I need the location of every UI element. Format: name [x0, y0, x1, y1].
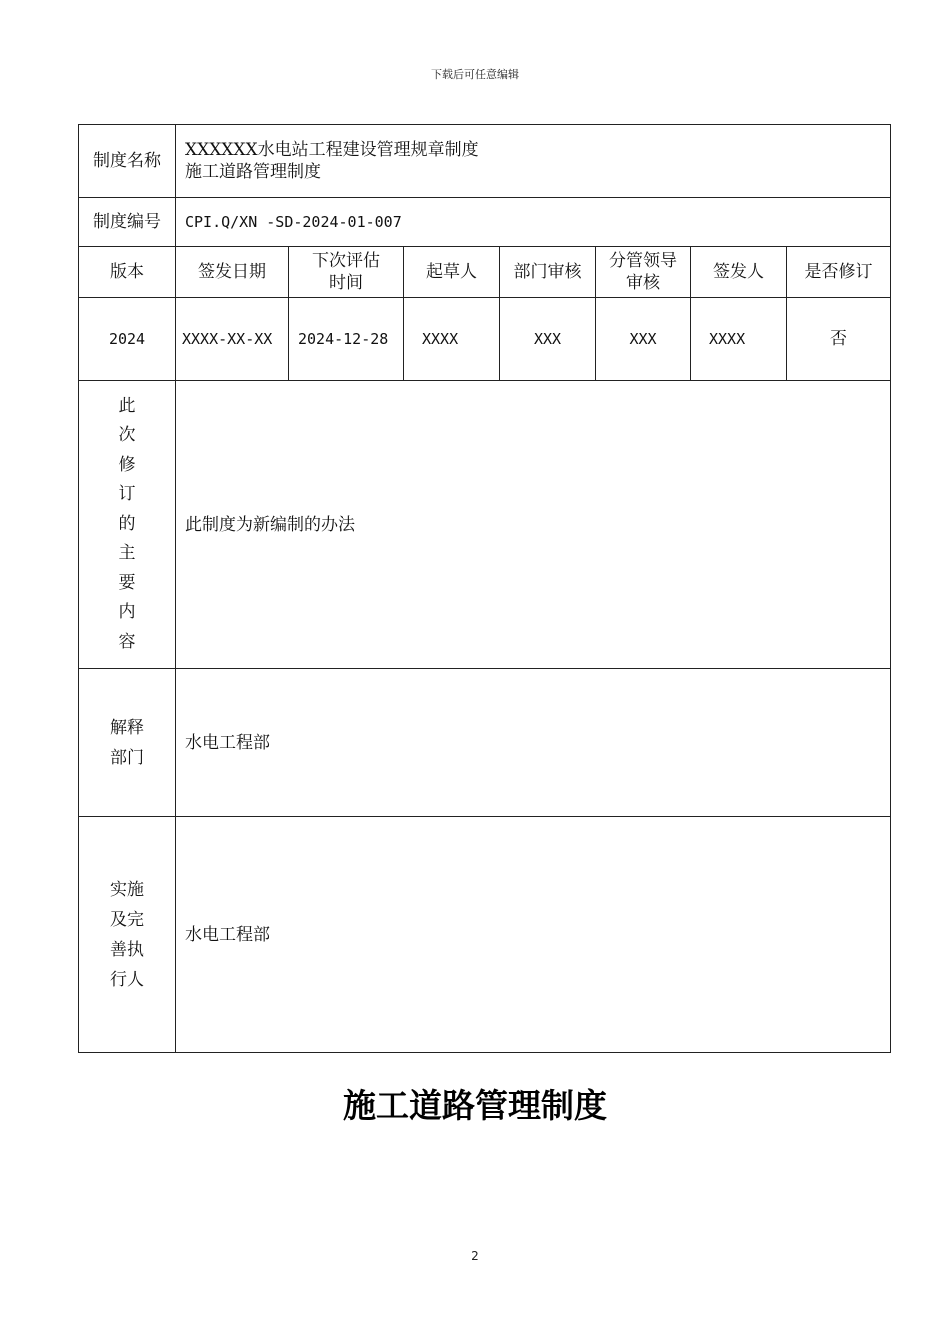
interpret-label — [79, 669, 176, 816]
revision-label-char: 订 — [118, 484, 136, 505]
header-note: 下载后可任意编辑 — [431, 68, 519, 81]
exec-value: 水电工程部 — [185, 924, 270, 945]
header-next-eval-line-1: 下次评估 — [312, 251, 380, 271]
row-regulation-code — [79, 198, 890, 247]
revision-label-char: 内 — [118, 602, 136, 623]
header-leader-review-line-2: 审核 — [626, 273, 660, 293]
revision-label-char: 主 — [118, 543, 136, 564]
header-leader-review — [596, 247, 691, 297]
interpret-label-line-1: 解释 — [110, 717, 144, 738]
revision-label-char: 修 — [118, 454, 136, 475]
value-signer: XXXX — [691, 298, 787, 380]
revision-label-char: 此 — [118, 395, 136, 416]
row-executor — [79, 817, 890, 1052]
header-drafter: 起草人 — [404, 247, 500, 297]
revision-content: 此制度为新编制的办法 — [185, 514, 355, 535]
code-value: CPI.Q/XN -SD-2024-01-007 — [185, 213, 402, 231]
value-leader-review: XXX — [596, 298, 691, 380]
revision-label-char: 的 — [118, 513, 136, 534]
value-issue-date: XXXX-XX-XX — [176, 298, 289, 380]
row-column-headers — [79, 247, 890, 298]
document-title: 施工道路管理制度 — [343, 1086, 607, 1125]
revision-label-char: 要 — [118, 572, 136, 593]
header-signer: 签发人 — [691, 247, 787, 297]
header-leader-review-line-1: 分管领导 — [609, 251, 677, 271]
row-interpretation-dept — [79, 669, 890, 817]
name-value-cell — [176, 125, 890, 197]
value-revised: 否 — [830, 329, 847, 349]
row-values — [79, 298, 890, 381]
name-line-1: XXXXXX水电站工程建设管理规章制度 — [185, 140, 479, 160]
interpret-label-line-2: 部门 — [110, 747, 144, 768]
header-dept-review: 部门审核 — [500, 247, 596, 297]
exec-label — [79, 817, 176, 1052]
header-version: 版本 — [79, 247, 176, 297]
value-drafter: XXXX — [404, 298, 500, 380]
value-version: 2024 — [79, 298, 176, 380]
row-regulation-name — [79, 125, 890, 198]
regulation-info-table — [78, 124, 891, 1053]
code-label: 制度编号 — [79, 198, 176, 246]
name-label: 制度名称 — [79, 125, 176, 197]
row-revision-content — [79, 381, 890, 669]
revision-label-char: 容 — [118, 631, 136, 652]
header-next-eval-line-2: 时间 — [329, 273, 363, 293]
revision-label-char: 次 — [118, 425, 136, 446]
page-number: 2 — [471, 1249, 479, 1263]
revision-label — [79, 381, 176, 668]
exec-label-line: 善执 — [110, 939, 144, 960]
header-issue-date: 签发日期 — [176, 247, 289, 297]
exec-label-line: 实施 — [110, 879, 144, 900]
header-next-eval — [289, 247, 404, 297]
name-line-2: 施工道路管理制度 — [185, 162, 321, 182]
exec-label-line: 行人 — [110, 969, 144, 990]
value-next-eval: 2024-12-28 — [289, 298, 404, 380]
interpret-value: 水电工程部 — [185, 732, 270, 753]
value-dept-review: XXX — [500, 298, 596, 380]
header-revised: 是否修订 — [804, 262, 873, 282]
exec-label-line: 及完 — [110, 909, 144, 930]
